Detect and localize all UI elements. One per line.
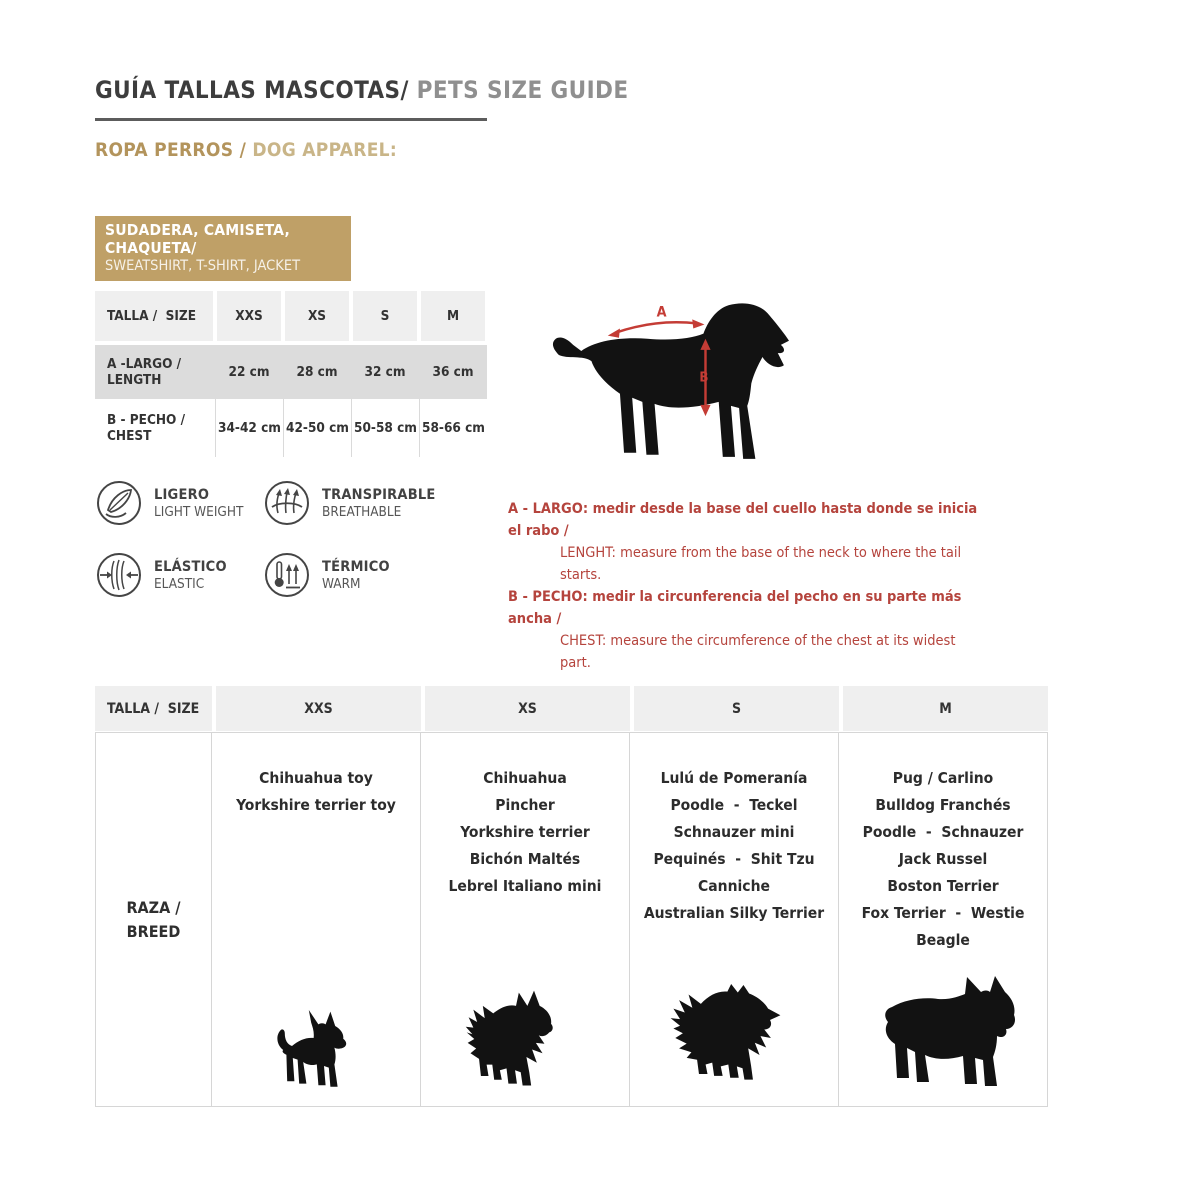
- labrador-measure-silhouette: [550, 298, 806, 466]
- subtitle-es: ROPA PERROS /: [95, 139, 253, 161]
- breed-table-header-cell: TALLA / SIZE: [95, 686, 212, 731]
- note-a-es: [508, 498, 988, 542]
- section-subtitle: [95, 139, 397, 161]
- feature-lightweight: [95, 479, 243, 527]
- note-a-en-text: measure from the base of the neck to where the tail starts.: [560, 545, 962, 583]
- note-a-en-label: LENGHT:: [560, 545, 621, 561]
- page-title: [95, 76, 628, 104]
- feature-label-en: ELASTIC: [154, 575, 205, 592]
- breed-name: Schnauzer mini: [673, 823, 795, 841]
- size-table-header-cell: M: [421, 291, 485, 341]
- breathable-icon: [263, 479, 311, 527]
- size-table-header-cell: XXS: [217, 291, 281, 341]
- feather-icon: [95, 479, 143, 527]
- size-table-header-cell: XS: [285, 291, 349, 341]
- note-b-es-label: B - PECHO:: [508, 589, 593, 605]
- breed-name: Yorkshire terrier: [460, 823, 590, 841]
- breed-table-header-cell: XS: [425, 686, 630, 731]
- size-table-chest-row: [95, 399, 487, 457]
- feature-label-es: LIGERO: [154, 486, 210, 503]
- breed-cell-s: [629, 732, 839, 1107]
- note-a-en: [508, 542, 988, 586]
- size-table-header-cell: TALLA / SIZE: [95, 291, 213, 341]
- breed-table-body-row: [95, 732, 1048, 1107]
- french-bulldog-silhouette: [868, 972, 1018, 1094]
- breed-name: Chihuahua: [483, 769, 567, 787]
- breed-name: Lulú de Pomeranía: [660, 769, 808, 787]
- breed-cell-xs: [420, 732, 630, 1107]
- breed-table-header-cell: M: [843, 686, 1048, 731]
- breed-name: Poodle - Teckel: [670, 796, 798, 814]
- breed-row-label: [95, 732, 212, 1107]
- thermal-icon: [263, 551, 311, 599]
- breed-name: Boston Terrier: [887, 877, 999, 895]
- length-row-label: A -LARGO / LENGTH: [107, 356, 182, 388]
- arrow-a: [608, 319, 705, 337]
- breed-name: Bichón Maltés: [469, 850, 581, 868]
- feature-label-en: LIGHT WEIGHT: [154, 503, 244, 520]
- size-measurements-table: [95, 291, 487, 457]
- page-title-es: GUÍA TALLAS MASCOTAS/: [95, 76, 417, 104]
- note-b-en-text: measure the circumference of the chest at its widest part.: [560, 633, 956, 671]
- chest-row-label: B - PECHO / CHEST: [107, 412, 186, 444]
- size-table-header-cell: S: [353, 291, 417, 341]
- size-table-length-row: [95, 345, 487, 399]
- breed-name: Canniche: [698, 877, 770, 895]
- breed-name: Poodle - Schnauzer: [862, 823, 1024, 841]
- breed-name: Fox Terrier - Westie: [861, 904, 1025, 922]
- title-underline: [95, 118, 487, 121]
- breed-name: Pequinés - Shit Tzu: [653, 850, 815, 868]
- long-haired-chihuahua-silhouette: [461, 985, 589, 1094]
- breed-name: Chihuahua toy: [259, 769, 373, 787]
- length-value: 22 cm: [228, 364, 270, 380]
- arrow-a-label: A: [656, 304, 667, 321]
- breed-name: Pug / Carlino: [892, 769, 994, 787]
- breed-name: Australian Silky Terrier: [643, 904, 825, 922]
- feature-breathable: [263, 479, 435, 527]
- feature-label-es: ELÁSTICO: [154, 558, 227, 575]
- note-b-es-text: medir la circunferencia del pecho en su parte más ancha /: [508, 589, 962, 627]
- breed-table-header-row: [95, 686, 1048, 731]
- breed-name: Yorkshire terrier toy: [236, 796, 396, 814]
- note-b-es: [508, 586, 988, 630]
- elastic-icon: [95, 551, 143, 599]
- arrow-b-label: B: [699, 370, 709, 386]
- breed-row-label-es: RAZA /: [126, 897, 181, 917]
- feature-label-es: TÉRMICO: [322, 558, 390, 575]
- note-b-en: [508, 630, 988, 674]
- breed-cell-m: [838, 732, 1048, 1107]
- category-line-es: SUDADERA, CAMISETA, CHAQUETA/: [105, 221, 290, 257]
- chest-value: 58-66 cm: [419, 399, 487, 457]
- breed-table-header-cell: XXS: [216, 686, 421, 731]
- breed-name: Pincher: [495, 796, 555, 814]
- measuring-diagram: [550, 298, 806, 470]
- feature-warm: [263, 551, 390, 599]
- chest-value: 50-58 cm: [351, 399, 419, 457]
- breed-cell-xxs: [211, 732, 421, 1107]
- feature-label-es: TRANSPIRABLE: [322, 486, 436, 503]
- breed-name: Lebrel Italiano mini: [448, 877, 602, 895]
- length-value: 32 cm: [364, 364, 406, 380]
- chest-value: 34-42 cm: [215, 399, 283, 457]
- category-box: [95, 216, 351, 281]
- chihuahua-silhouette: [268, 1002, 364, 1094]
- breed-row-label-en: BREED: [126, 921, 181, 941]
- breed-table-header-cell: S: [634, 686, 839, 731]
- pomeranian-silhouette: [663, 982, 805, 1094]
- length-value: 28 cm: [296, 364, 338, 380]
- category-line-en: SWEATSHIRT, T-SHIRT, JACKET: [105, 258, 301, 274]
- breed-name: Bulldog Franchés: [875, 796, 1011, 814]
- feature-label-en: WARM: [322, 575, 361, 592]
- breed-name: Beagle: [916, 931, 970, 949]
- feature-elastic: [95, 551, 227, 599]
- measuring-notes: [508, 498, 988, 674]
- note-a-es-text: medir desde la base del cuello hasta donde se inicia el rabo /: [508, 501, 978, 539]
- note-b-en-label: CHEST:: [560, 633, 611, 649]
- breed-table: [95, 686, 1048, 1107]
- feature-label-en: BREATHABLE: [322, 503, 402, 520]
- page-title-en: PETS SIZE GUIDE: [416, 76, 629, 104]
- subtitle-en: DOG APPAREL:: [252, 139, 398, 161]
- note-a-es-label: A - LARGO:: [508, 501, 593, 517]
- breed-name: Jack Russel: [898, 850, 988, 868]
- length-value: 36 cm: [432, 364, 474, 380]
- chest-value: 42-50 cm: [283, 399, 351, 457]
- size-table-header-row: [95, 291, 487, 341]
